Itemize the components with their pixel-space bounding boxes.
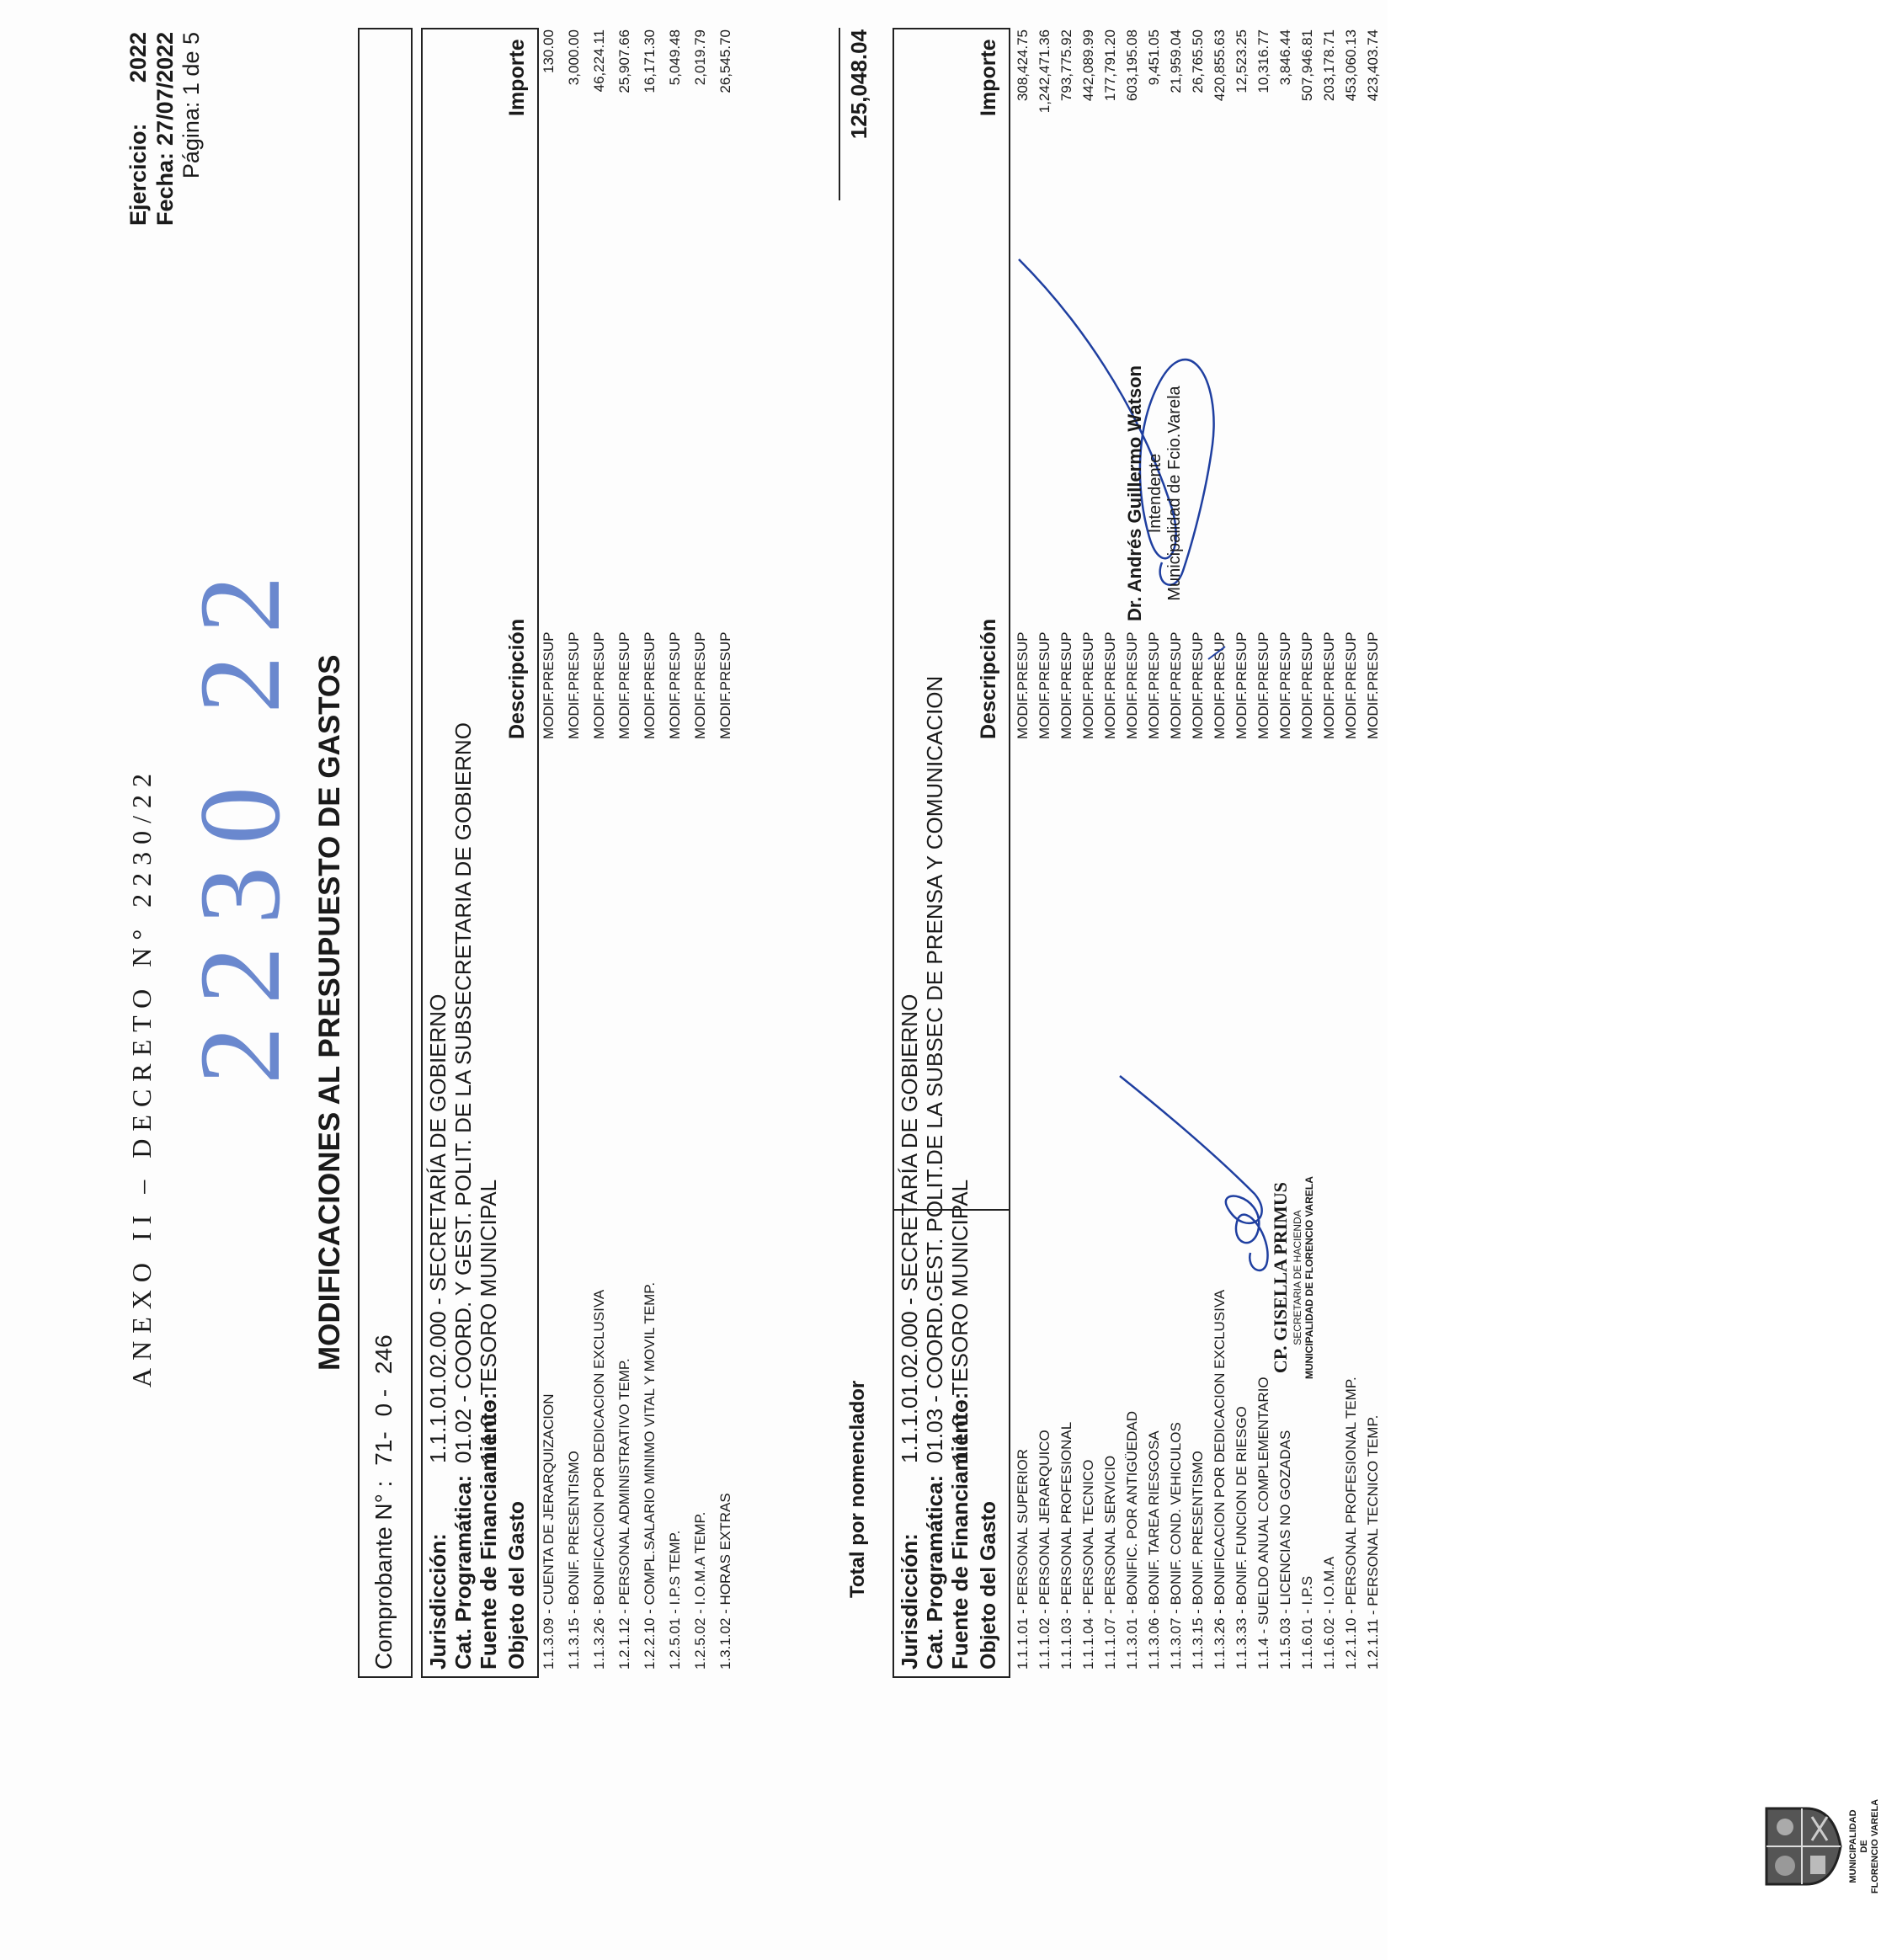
row-objeto: 1.1.6.01 - I.P.S [1299,1575,1315,1670]
jurisdiccion-value: 1.1.1.01.02.000 - SECRETARÍA DE GOBIERNO [425,993,450,1463]
section2-cat-programatica [922,676,948,1670]
comprobante-n2: 0 - [370,1388,397,1417]
row-descripcion: MODIF.PRESUP [1234,631,1250,739]
row-objeto: 1.1.4 - SUELDO ANUAL COMPLEMENTARIO [1255,1377,1271,1670]
jurisdiccion-value: 1.1.1.01.02.000 - SECRETARÍA DE GOBIERNO [897,993,922,1463]
org-line1: MUNICIPALIDAD [1848,1809,1858,1883]
signature-left-name: CP. GISELLA PRIMUS [1270,1181,1291,1374]
row-descripcion: MODIF.PRESUP [1190,631,1206,739]
row-objeto: 1.1.3.09 - CUENTA DE JERARQUIZACION [541,1393,557,1670]
section2-jurisdiccion [897,994,923,1670]
comprobante-n1: 71- [370,1431,397,1466]
section1-fuente [476,1180,502,1670]
section1-cat-programatica [450,722,477,1670]
row-importe: 12,523.25 [1234,29,1250,93]
signature-right-icon [1010,242,1229,680]
row-importe: 9,451.05 [1146,29,1162,86]
row-objeto: 1.1.1.01 - PERSONAL SUPERIOR [1015,1448,1031,1670]
row-descripcion: MODIF.PRESUP [1168,631,1184,739]
row-descripcion: MODIF.PRESUP [1299,631,1315,739]
row-descripcion: MODIF.PRESUP [1212,631,1228,739]
row-objeto: 1.2.1.12 - PERSONAL ADMINISTRATIVO TEMP. [616,1358,632,1670]
row-descripcion: MODIF.PRESUP [1365,631,1381,739]
row-importe: 26,765.50 [1190,29,1206,93]
row-objeto: 1.1.3.15 - BONIF. PRESENTISMO [566,1451,582,1670]
comprobante [370,1326,397,1670]
signature-right [1124,365,1185,621]
ejercicio-value: 2022 [125,32,151,83]
ejercicio-block [125,32,179,226]
row-importe: 46,224.11 [591,29,607,93]
row-objeto: 1.1.5.03 - LICENCIAS NO GOZADAS [1277,1430,1293,1670]
row-objeto: 1.1.3.06 - BONIF. TAREA RIESGOSA [1146,1430,1162,1670]
row-importe: 793,775.92 [1058,29,1074,102]
signature-right-title: Intendente [1146,453,1164,534]
row-objeto: 1.1.3.26 - BONIFICACION POR DEDICACION EXCLUSIVA [1212,1289,1228,1670]
fuente-value: 1.1.0 - TESORO MUNICIPAL [476,1179,501,1463]
fuente-value: 1.1.0 - TESORO MUNICIPAL [947,1179,972,1463]
total-value: 125,048.04 [846,29,871,140]
row-descripcion: MODIF.PRESUP [1343,631,1359,739]
org-line2: DE [1859,1840,1869,1853]
row-objeto: 1.3.1.02 - HORAS EXTRAS [717,1493,733,1670]
row-importe: 3,000.00 [566,29,582,86]
row-descripcion: MODIF.PRESUP [1124,631,1140,739]
section2-importe-header: Importe [977,39,1000,116]
row-objeto: 1.1.1.02 - PERSONAL JERARQUICO [1036,1430,1052,1670]
section1-jurisdiccion [425,994,451,1670]
row-descripcion: MODIF.PRESUP [541,631,557,739]
row-importe: 1,242,471.36 [1036,29,1052,114]
row-importe: 10,316.77 [1255,29,1271,93]
row-descripcion: MODIF.PRESUP [1058,631,1074,739]
cat-programatica-label: Cat. Programática: [450,1474,476,1670]
row-descripcion: MODIF.PRESUP [1015,631,1031,739]
annex-decree-heading: ANEXO II – DECRETO N° 2230/22 [126,765,157,1387]
row-objeto: 1.2.1.10 - PERSONAL PROFESIONAL TEMP. [1343,1377,1359,1670]
signature-left-org: MUNICIPALIDAD DE FLORENCIO VARELA [1303,1176,1315,1379]
row-importe: 603,195.08 [1124,29,1140,102]
row-objeto: 1.1.1.07 - PERSONAL SERVICIO [1102,1455,1118,1670]
cat-programatica-value: 01.03 - COORD.GEST. POLIT.DE LA SUBSEC DE PRENSA Y COMUNICACION [922,675,947,1463]
row-descripcion: MODIF.PRESUP [1102,631,1118,739]
jurisdiccion-label: Jurisdicción: [425,1533,450,1670]
row-descripcion: MODIF.PRESUP [692,631,708,739]
row-descripcion: MODIF.PRESUP [667,631,683,739]
section2-descripcion-header: Descripción [977,618,1000,739]
page-title: MODIFICACIONES AL PRESUPUESTO DE GASTOS [313,654,346,1371]
comprobante-label: Comprobante N° : [370,1480,397,1670]
row-importe: 5,049.48 [667,29,683,86]
fuente-label: Fuente de Financiamiento: [947,1392,972,1670]
row-objeto: 1.2.5.01 - I.P.S TEMP. [667,1530,683,1670]
row-importe: 423,403.74 [1365,29,1381,102]
page-number: Página: 1 de 5 [179,32,204,179]
row-objeto: 1.1.3.01 - BONIFIC. POR ANTIGÜEDAD [1124,1410,1140,1670]
section2-objeto-header: Objeto del Gasto [977,1500,1000,1670]
row-descripcion: MODIF.PRESUP [642,631,658,739]
ejercicio-label: Ejercicio: [125,123,151,226]
signature-left-icon [1111,1068,1280,1320]
signature-right-org: Municipalidad de Fcio.Varela [1165,386,1184,601]
row-descripcion: MODIF.PRESUP [717,631,733,739]
section1-total-rule [839,28,840,200]
row-descripcion: MODIF.PRESUP [1255,631,1271,739]
row-importe: 16,171.30 [642,29,658,93]
row-importe: 420,855.63 [1212,29,1228,102]
fuente-label: Fuente de Financiamiento: [476,1392,501,1670]
row-descripcion: MODIF.PRESUP [1321,631,1337,739]
row-descripcion: MODIF.PRESUP [591,631,607,739]
row-objeto: 1.2.2.10 - COMPL.SALARIO MINIMO VITAL Y MOVIL TEMP. [642,1281,658,1670]
row-objeto: 1.1.1.03 - PERSONAL PROFESIONAL [1058,1421,1074,1670]
signature-right-name: Dr. Andrés Guillermo Watson [1124,365,1145,621]
section1-objeto-header: Objeto del Gasto [505,1500,529,1670]
row-objeto: 1.1.3.15 - BONIF. PRESENTISMO [1190,1451,1206,1670]
row-importe: 21,959.04 [1168,29,1184,93]
comprobante-n3: 246 [370,1334,397,1375]
row-descripcion: MODIF.PRESUP [1277,631,1293,739]
row-importe: 453,060.13 [1343,29,1359,102]
row-importe: 25,907.66 [616,29,632,93]
total-label: Total por nomenclador [846,1380,869,1598]
signature-left-title: SECRETARIA DE HACIENDA [1292,1210,1303,1345]
row-importe: 507,946.81 [1299,29,1315,102]
row-objeto: 1.1.6.02 - I.O.M.A [1321,1556,1337,1670]
row-importe: 442,089.99 [1080,29,1096,102]
row-importe: 177,791.20 [1102,29,1118,102]
signature-left [1270,1176,1315,1379]
org-line3: FLORENCIO VARELA [1870,1798,1880,1894]
row-importe: 3,846.44 [1277,29,1293,86]
row-objeto: 1.2.5.02 - I.O.M.A TEMP. [692,1511,708,1670]
row-importe: 308,424.75 [1015,29,1031,102]
row-descripcion: MODIF.PRESUP [616,631,632,739]
fecha-label: Fecha: [152,152,178,226]
row-objeto: 1.1.3.26 - BONIFICACION POR DEDICACION EXCLUSIVA [591,1289,607,1670]
row-descripcion: MODIF.PRESUP [1080,631,1096,739]
cat-programatica-value: 01.02 - COORD. Y GEST. POLIT. DE LA SUBSECRETARIA DE GOBIERNO [450,722,476,1463]
row-importe: 130.00 [541,29,557,73]
row-objeto: 1.1.3.07 - BONIF. COND. VEHICULOS [1168,1422,1184,1670]
row-importe: 2,019.79 [692,29,708,86]
section2-fuente [947,1180,973,1670]
row-importe: 26,545.70 [717,29,733,93]
row-objeto: 1.1.1.04 - PERSONAL TECNICO [1080,1459,1096,1670]
decree-number-stamp: 2230 22 [175,553,304,1084]
row-objeto: 1.1.3.33 - BONIF. FUNCION DE RIESGO [1234,1406,1250,1670]
coat-of-arms-icon [1760,1800,1844,1893]
row-objeto: 1.2.1.11 - PERSONAL TECNICO TEMP. [1365,1414,1381,1670]
row-descripcion: MODIF.PRESUP [566,631,582,739]
cat-programatica-label: Cat. Programática: [922,1474,947,1670]
row-importe: 203,178.71 [1321,29,1337,102]
section1-descripcion-header: Descripción [505,618,529,739]
row-descripcion: MODIF.PRESUP [1146,631,1162,739]
fecha-value: 27/07/2022 [152,31,178,146]
row-descripcion: MODIF.PRESUP [1036,631,1052,739]
municipal-logo [1760,1766,1881,1926]
jurisdiccion-label: Jurisdicción: [897,1533,922,1670]
section1-importe-header: Importe [505,39,529,116]
